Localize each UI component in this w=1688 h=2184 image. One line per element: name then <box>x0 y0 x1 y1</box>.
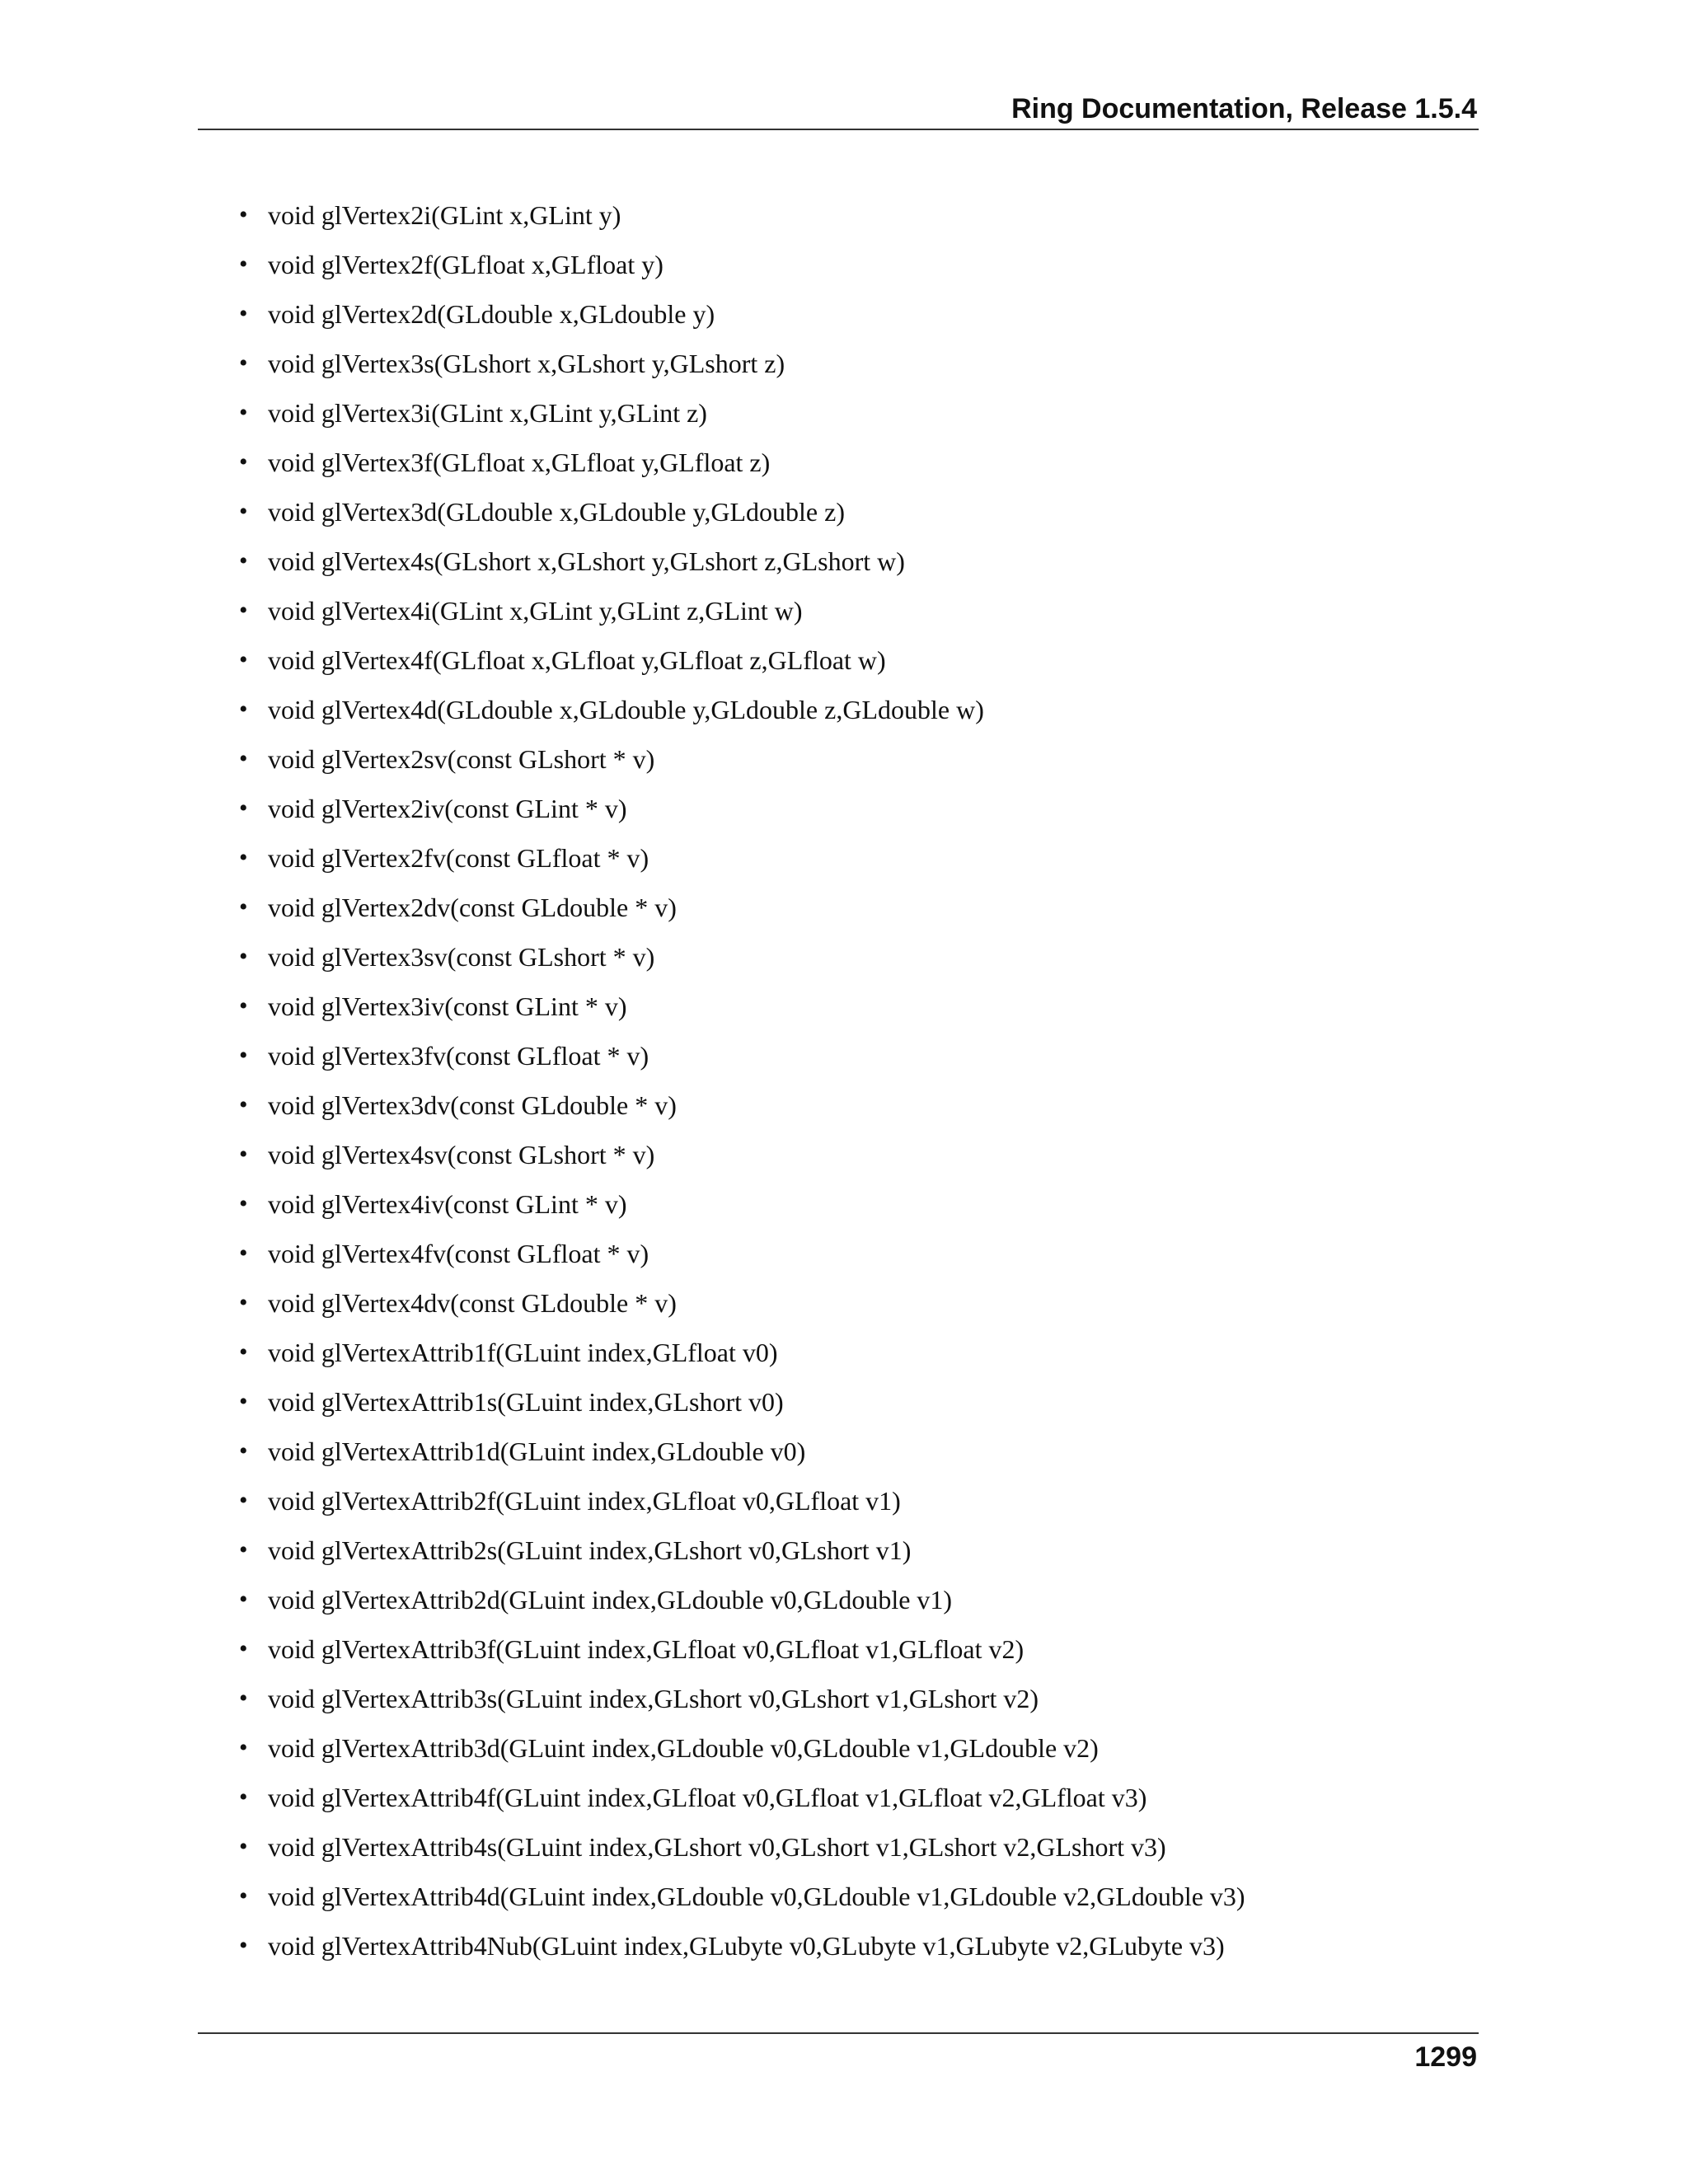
function-signature: void glVertex4iv(const GLint * v) <box>268 1189 627 1219</box>
bullet-icon: • <box>239 745 248 772</box>
list-item <box>239 1236 1475 1286</box>
bullet-icon: • <box>239 943 248 970</box>
list-item <box>239 791 1475 841</box>
bullet-icon: • <box>239 1586 248 1613</box>
list-item <box>239 1533 1475 1582</box>
bullet-icon: • <box>239 1289 248 1316</box>
list-item <box>239 1731 1475 1780</box>
footer-rule <box>198 2032 1479 2034</box>
function-signature: void glVertex2f(GLfloat x,GLfloat y) <box>268 250 663 279</box>
list-item <box>239 1335 1475 1385</box>
page-content <box>239 198 1475 1978</box>
bullet-icon: • <box>239 1388 248 1415</box>
function-signature: void glVertexAttrib4s(GLuint index,GLshort v0,GLshort v1,GLshort v2,GLshort v3) <box>268 1832 1166 1862</box>
list-item <box>239 643 1475 692</box>
function-signature: void glVertexAttrib3s(GLuint index,GLshort v0,GLshort v1,GLshort v2) <box>268 1684 1039 1713</box>
bullet-icon: • <box>239 1141 248 1168</box>
bullet-icon: • <box>239 1783 248 1811</box>
function-signature: void glVertex2fv(const GLfloat * v) <box>268 843 649 873</box>
list-item <box>239 1929 1475 1978</box>
list-item <box>239 890 1475 940</box>
bullet-icon: • <box>239 1685 248 1712</box>
bullet-icon: • <box>239 794 248 822</box>
function-signature: void glVertex3fv(const GLfloat * v) <box>268 1041 649 1071</box>
bullet-icon: • <box>239 646 248 673</box>
bullet-icon: • <box>239 1833 248 1860</box>
bullet-icon: • <box>239 498 248 525</box>
bullet-icon: • <box>239 547 248 574</box>
function-signature: void glVertex3s(GLshort x,GLshort y,GLshort z) <box>268 349 785 378</box>
bullet-icon: • <box>239 349 248 377</box>
bullet-icon: • <box>239 1437 248 1465</box>
list-item <box>239 1088 1475 1137</box>
function-signature: void glVertex3sv(const GLshort * v) <box>268 942 655 972</box>
function-signature: void glVertex3i(GLint x,GLint y,GLint z) <box>268 398 707 428</box>
function-signature: void glVertex2dv(const GLdouble * v) <box>268 893 677 922</box>
function-signature: void glVertex3iv(const GLint * v) <box>268 991 627 1021</box>
list-item <box>239 1434 1475 1483</box>
list-item <box>239 1187 1475 1236</box>
bullet-icon: • <box>239 251 248 278</box>
list-item <box>239 494 1475 544</box>
list-item <box>239 396 1475 445</box>
bullet-icon: • <box>239 696 248 723</box>
list-item <box>239 198 1475 247</box>
function-signature: void glVertexAttrib1d(GLuint index,GLdouble v0) <box>268 1436 806 1466</box>
function-signature: void glVertexAttrib2f(GLuint index,GLfloat v0,GLfloat v1) <box>268 1486 901 1516</box>
header-rule <box>198 129 1479 130</box>
bullet-icon: • <box>239 1091 248 1118</box>
list-item <box>239 1830 1475 1879</box>
list-item <box>239 1286 1475 1335</box>
bullet-icon: • <box>239 1042 248 1069</box>
function-signature: void glVertex2iv(const GLint * v) <box>268 794 627 823</box>
bullet-icon: • <box>239 448 248 476</box>
function-signature: void glVertex2sv(const GLshort * v) <box>268 744 655 774</box>
bullet-icon: • <box>239 300 248 327</box>
list-item <box>239 940 1475 989</box>
bullet-icon: • <box>239 992 248 1019</box>
page-number: 1299 <box>1414 2041 1477 2073</box>
list-item <box>239 445 1475 494</box>
list-item <box>239 1780 1475 1830</box>
function-signature: void glVertex2d(GLdouble x,GLdouble y) <box>268 299 715 329</box>
list-item <box>239 1879 1475 1929</box>
list-item <box>239 1582 1475 1632</box>
function-signature: void glVertex3dv(const GLdouble * v) <box>268 1090 677 1120</box>
list-item <box>239 1681 1475 1731</box>
bullet-icon: • <box>239 1190 248 1217</box>
list-item <box>239 1137 1475 1187</box>
bullet-icon: • <box>239 1338 248 1366</box>
function-signature: void glVertex3f(GLfloat x,GLfloat y,GLfloat z) <box>268 448 771 477</box>
bullet-icon: • <box>239 1734 248 1761</box>
function-signature: void glVertexAttrib4d(GLuint index,GLdouble v0,GLdouble v1,GLdouble v2,GLdouble v3) <box>268 1882 1245 1911</box>
bullet-icon: • <box>239 1536 248 1563</box>
function-signature: void glVertexAttrib3f(GLuint index,GLfloat v0,GLfloat v1,GLfloat v2) <box>268 1634 1025 1664</box>
function-list <box>239 198 1475 1978</box>
function-signature: void glVertexAttrib4f(GLuint index,GLfloat v0,GLfloat v1,GLfloat v2,GLfloat v3) <box>268 1783 1147 1812</box>
list-item <box>239 1483 1475 1533</box>
function-signature: void glVertexAttrib1s(GLuint index,GLshort v0) <box>268 1387 784 1417</box>
list-item <box>239 742 1475 791</box>
list-item <box>239 346 1475 396</box>
function-signature: void glVertex4d(GLdouble x,GLdouble y,GLdouble z,GLdouble w) <box>268 695 984 724</box>
bullet-icon: • <box>239 1932 248 1959</box>
list-item <box>239 989 1475 1038</box>
bullet-icon: • <box>239 201 248 228</box>
bullet-icon: • <box>239 893 248 921</box>
list-item <box>239 247 1475 297</box>
list-item <box>239 1038 1475 1088</box>
list-item <box>239 841 1475 890</box>
list-item <box>239 297 1475 346</box>
function-signature: void glVertexAttrib2d(GLuint index,GLdouble v0,GLdouble v1) <box>268 1585 953 1615</box>
list-item <box>239 593 1475 643</box>
bullet-icon: • <box>239 597 248 624</box>
function-signature: void glVertexAttrib3d(GLuint index,GLdouble v0,GLdouble v1,GLdouble v2) <box>268 1733 1099 1763</box>
list-item <box>239 1632 1475 1681</box>
running-header-title: Ring Documentation, Release 1.5.4 <box>1011 93 1477 124</box>
bullet-icon: • <box>239 1635 248 1662</box>
function-signature: void glVertex4i(GLint x,GLint y,GLint z,GLint w) <box>268 596 803 626</box>
bullet-icon: • <box>239 1240 248 1267</box>
function-signature: void glVertex4f(GLfloat x,GLfloat y,GLfloat z,GLfloat w) <box>268 645 886 675</box>
bullet-icon: • <box>239 844 248 871</box>
function-signature: void glVertex4s(GLshort x,GLshort y,GLshort z,GLshort w) <box>268 546 905 576</box>
bullet-icon: • <box>239 1882 248 1910</box>
bullet-icon: • <box>239 399 248 426</box>
function-signature: void glVertexAttrib1f(GLuint index,GLfloat v0) <box>268 1338 778 1367</box>
list-item <box>239 692 1475 742</box>
function-signature: void glVertex4dv(const GLdouble * v) <box>268 1288 677 1318</box>
bullet-icon: • <box>239 1487 248 1514</box>
function-signature: void glVertex2i(GLint x,GLint y) <box>268 200 621 230</box>
list-item <box>239 544 1475 593</box>
function-signature: void glVertex3d(GLdouble x,GLdouble y,GLdouble z) <box>268 497 845 527</box>
function-signature: void glVertex4sv(const GLshort * v) <box>268 1140 655 1169</box>
function-signature: void glVertexAttrib4Nub(GLuint index,GLubyte v0,GLubyte v1,GLubyte v2,GLubyte v3) <box>268 1931 1225 1961</box>
function-signature: void glVertex4fv(const GLfloat * v) <box>268 1239 649 1268</box>
function-signature: void glVertexAttrib2s(GLuint index,GLshort v0,GLshort v1) <box>268 1535 912 1565</box>
list-item <box>239 1385 1475 1434</box>
